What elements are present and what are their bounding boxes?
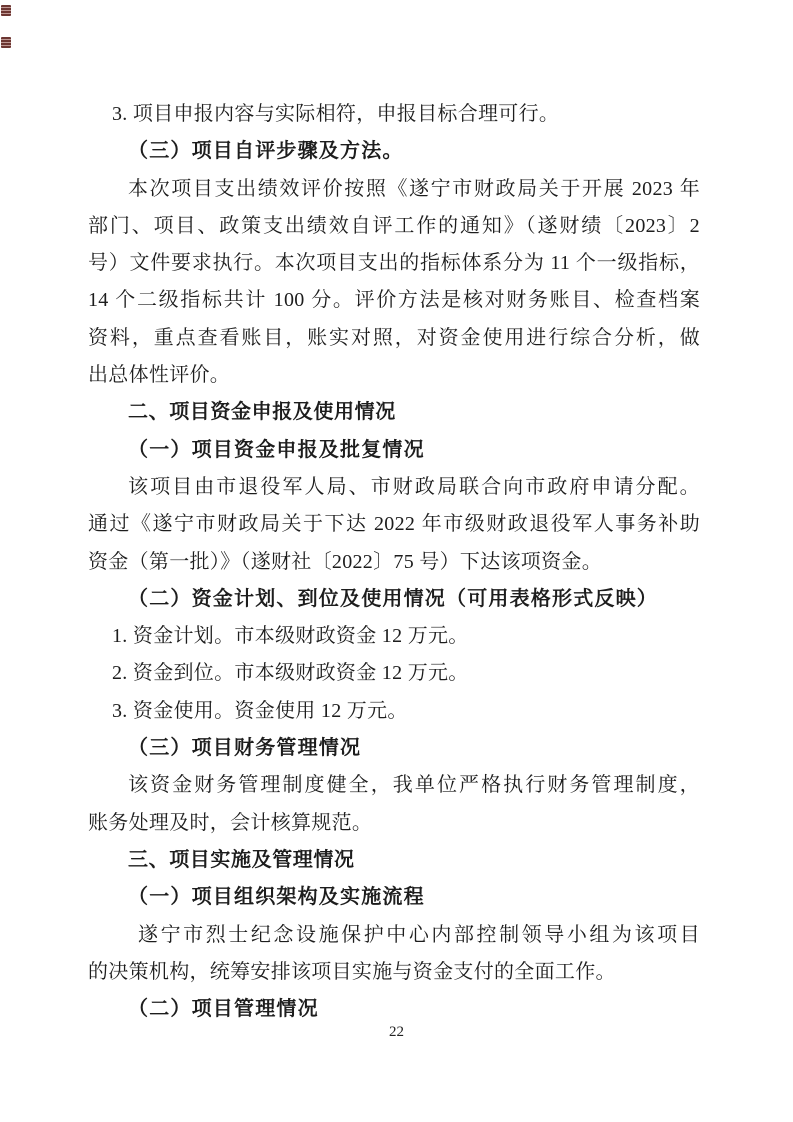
body-line: 遂宁市烈士纪念设施保护中心内部控制领导小组为该项目 xyxy=(138,923,700,946)
list-item-line: 3. 项目申报内容与实际相符，申报目标合理可行。 xyxy=(112,103,560,125)
list-item-line: 2. 资金到位。市本级财政资金 12 万元。 xyxy=(112,662,469,685)
scan-artifact-top xyxy=(1,5,11,16)
document-body xyxy=(88,96,700,1028)
body-line: 资料，重点查看账目，账实对照，对资金使用进行综合分析，做 xyxy=(88,326,700,349)
subheading-line: （二）项目管理情况 xyxy=(128,998,319,1021)
body-line: 的决策机构，统筹安排该项目实施与资金支付的全面工作。 xyxy=(88,960,616,983)
body-line: 本次项目支出绩效评价按照《遂宁市财政局关于开展 2023 年 xyxy=(128,177,700,200)
body-line: 出总体性评价。 xyxy=(88,364,231,387)
scan-artifact-bottom xyxy=(1,37,11,48)
body-line: 14 个二级指标共计 100 分。评价方法是核对财务账目、检查档案 xyxy=(88,289,700,312)
subheading-line: （二）资金计划、到位及使用情况（可用表格形式反映） xyxy=(128,587,658,610)
body-line: 通过《遂宁市财政局关于下达 2022 年市级财政退役军人事务补助 xyxy=(88,513,700,536)
subheading-line: （一）项目资金申报及批复情况 xyxy=(128,438,425,461)
body-line: 部门、项目、政策支出绩效自评工作的通知》（遂财绩〔2023〕2 xyxy=(88,214,700,237)
section-heading-line: 二、项目资金申报及使用情况 xyxy=(128,401,396,424)
subheading-line: （三）项目财务管理情况 xyxy=(128,737,362,760)
section-heading-line: 三、项目实施及管理情况 xyxy=(128,848,355,871)
body-line: 号）文件要求执行。本次项目支出的指标体系分为 11 个一级指标， xyxy=(88,252,700,275)
subheading-line: （一）项目组织架构及实施流程 xyxy=(128,886,425,909)
body-line: 该项目由市退役军人局、市财政局联合向市政府申请分配。 xyxy=(128,475,700,498)
list-item-line: 1. 资金计划。市本级财政资金 12 万元。 xyxy=(112,625,469,648)
subheading-line: （三）项目自评步骤及方法。 xyxy=(128,140,404,163)
body-line: 该资金财务管理制度健全，我单位严格执行财务管理制度， xyxy=(128,774,700,797)
body-line: 账务处理及时，会计核算规范。 xyxy=(88,811,373,834)
list-item-line: 3. 资金使用。资金使用 12 万元。 xyxy=(112,699,408,722)
body-line: 资金（第一批）》（遂财社〔2022〕75 号）下达该项资金。 xyxy=(88,550,602,573)
page-number: 22 xyxy=(389,1024,404,1040)
